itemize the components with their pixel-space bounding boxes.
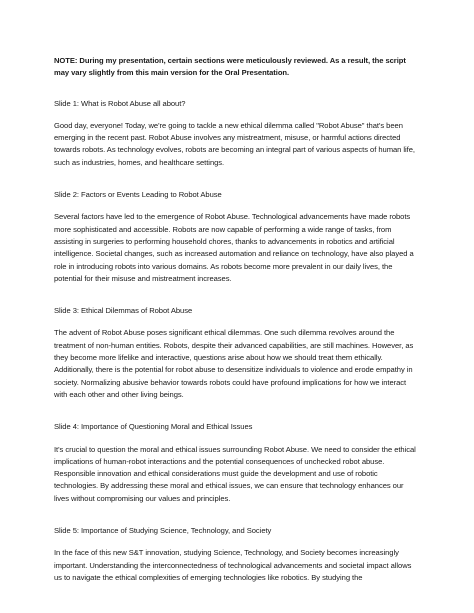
slide-5-heading: Slide 5: Importance of Studying Science, Technology, and Society [54, 526, 272, 536]
slide-3-body: The advent of Robot Abuse poses significant ethical dilemmas. One such dilemma revolves around the treatment of non-human entities. Robots, despite their advanced capabilities, are still machines. However, as they become more lifelike and interactive, questions arise about how we should treat them ethically. Additionally, there is the potential for robot abuse to desensitize individuals to violence and erode empathy in society. Normalizing abusive behavior towards robots could have profound implications for how we interact with each other and other living beings. [54, 328, 414, 399]
slide-2-body: Several factors have led to the emergence of Robot Abuse. Technological advancements have made robots more sophisticated and accessible. Robots are now capable of performing a wide range of tasks, from assisting in surgeries to performing household chores, thanks to advancements in robotics and artificial intelligence. Societal changes, such as increased automation and reliance on technology, have also played a role in introducing robots into various domains. As robots become more prevalent in our daily lives, the potential for their misuse and mistreatment increases. [54, 212, 414, 283]
slide-2-heading: Slide 2: Factors or Events Leading to Robot Abuse [54, 190, 222, 200]
presentation-note: NOTE: During my presentation, certain sections were meticulously reviewed. As a result, the script may vary slightly from this main version for the Oral Presentation. [54, 56, 406, 78]
slide-5-body: In the face of this new S&T innovation, studying Science, Technology, and Society becomes increasingly important. Understanding the interconnectedness of technological advancements and societal impact allows us to navigate the ethical complexities of emerging technologies like robotics. By studying the [54, 548, 412, 582]
slide-4-body: It's crucial to question the moral and ethical issues surrounding Robot Abuse. We need to consider the ethical implications of human-robot interactions and the potential consequences of unchecked robot abuse. Responsible innovation and ethical considerations must guide the development and use of robotic technologies. By addressing these moral and ethical issues, we can ensure that technology enhances our lives without compromising our values and principles. [54, 444, 416, 503]
slide-3-heading: Slide 3: Ethical Dilemmas of Robot Abuse [54, 306, 193, 316]
slide-1-body: Good day, everyone! Today, we're going to tackle a new ethical dilemma called "Robot Abuse" that's been emerging in the recent past. Robot Abuse involves any mistreatment, misuse, or harmful actions directed towards robots. As technology evolves, robots are becoming an integral part of various aspects of human life, such as industries, homes, and healthcare settings. [54, 120, 415, 167]
slide-1-heading: Slide 1: What is Robot Abuse all about? [54, 98, 186, 108]
slide-4-heading: Slide 4: Importance of Questioning Moral and Ethical Issues [54, 422, 253, 432]
